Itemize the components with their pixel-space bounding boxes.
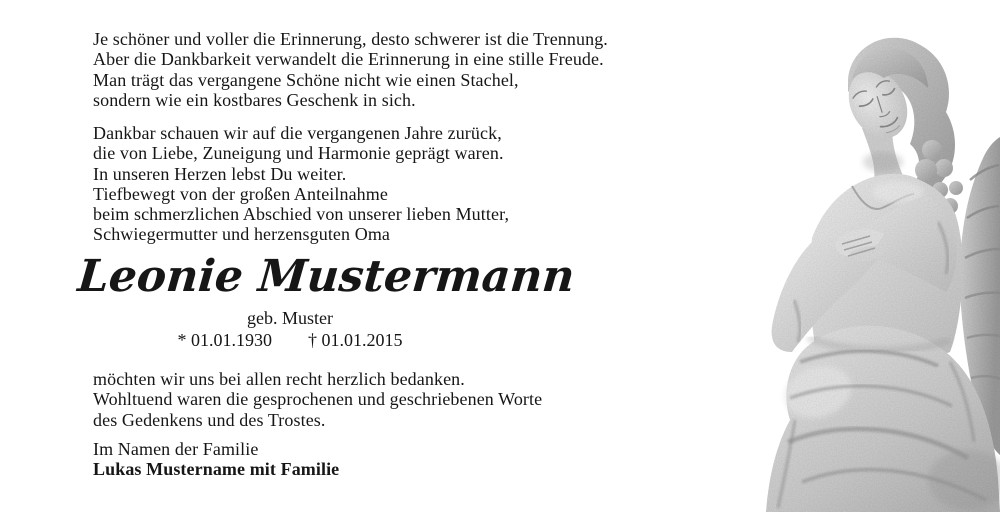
closing-intro: Im Namen der Familie	[93, 439, 259, 459]
verse-line: sondern wie ein kostbares Geschenk in sich.	[93, 89, 416, 110]
robe-shape	[766, 326, 1000, 512]
verse-line: Aber die Dankbarkeit verwandelt die Erinnerung in eine stille Freude.	[93, 49, 604, 70]
angel-statue-image	[700, 0, 1000, 512]
tribute-line: beim schmerzlichen Abschied von unserer lieben Mutter,	[93, 204, 510, 225]
thanks-line: des Gedenkens und des Trostes.	[93, 409, 326, 430]
tribute-line: In unseren Herzen lebst Du weiter.	[93, 163, 347, 184]
maiden-name: geb. Muster	[247, 307, 333, 328]
family-signature: Lukas Mustername mit Familie	[93, 459, 340, 480]
deceased-block	[75, 251, 577, 350]
tribute-line: Dankbar schauen wir auf die vergangenen Jahre zurück,	[93, 123, 502, 143]
thanks-line: möchten wir uns bei allen recht herzlich bedanken.	[93, 369, 465, 389]
thanks-line: Wohltuend waren die gesprochenen und geschriebenen Worte	[93, 389, 543, 410]
deceased-name: Leonie Mustermann	[75, 251, 577, 302]
verse-line: Je schöner und voller die Erinnerung, desto schwerer ist die Trennung.	[93, 29, 608, 49]
angel-statue-icon	[700, 0, 1000, 512]
tribute-paragraph	[93, 123, 509, 245]
thanks-paragraph	[93, 369, 542, 430]
verse-paragraph	[93, 29, 608, 110]
death-date: † 01.01.2015	[308, 329, 403, 350]
verse-line: Man trägt das vergangene Schöne nicht wie einen Stachel,	[93, 69, 519, 90]
tribute-line: Schwiegermutter und herzensguten Oma	[93, 224, 391, 245]
tribute-line: Tiefbewegt von der großen Anteilnahme	[93, 183, 388, 204]
birth-date: * 01.01.1930	[177, 329, 272, 350]
closing-block	[93, 439, 339, 480]
tribute-line: die von Liebe, Zuneigung und Harmonie geprägt waren.	[93, 143, 504, 164]
life-dates	[78, 330, 502, 350]
